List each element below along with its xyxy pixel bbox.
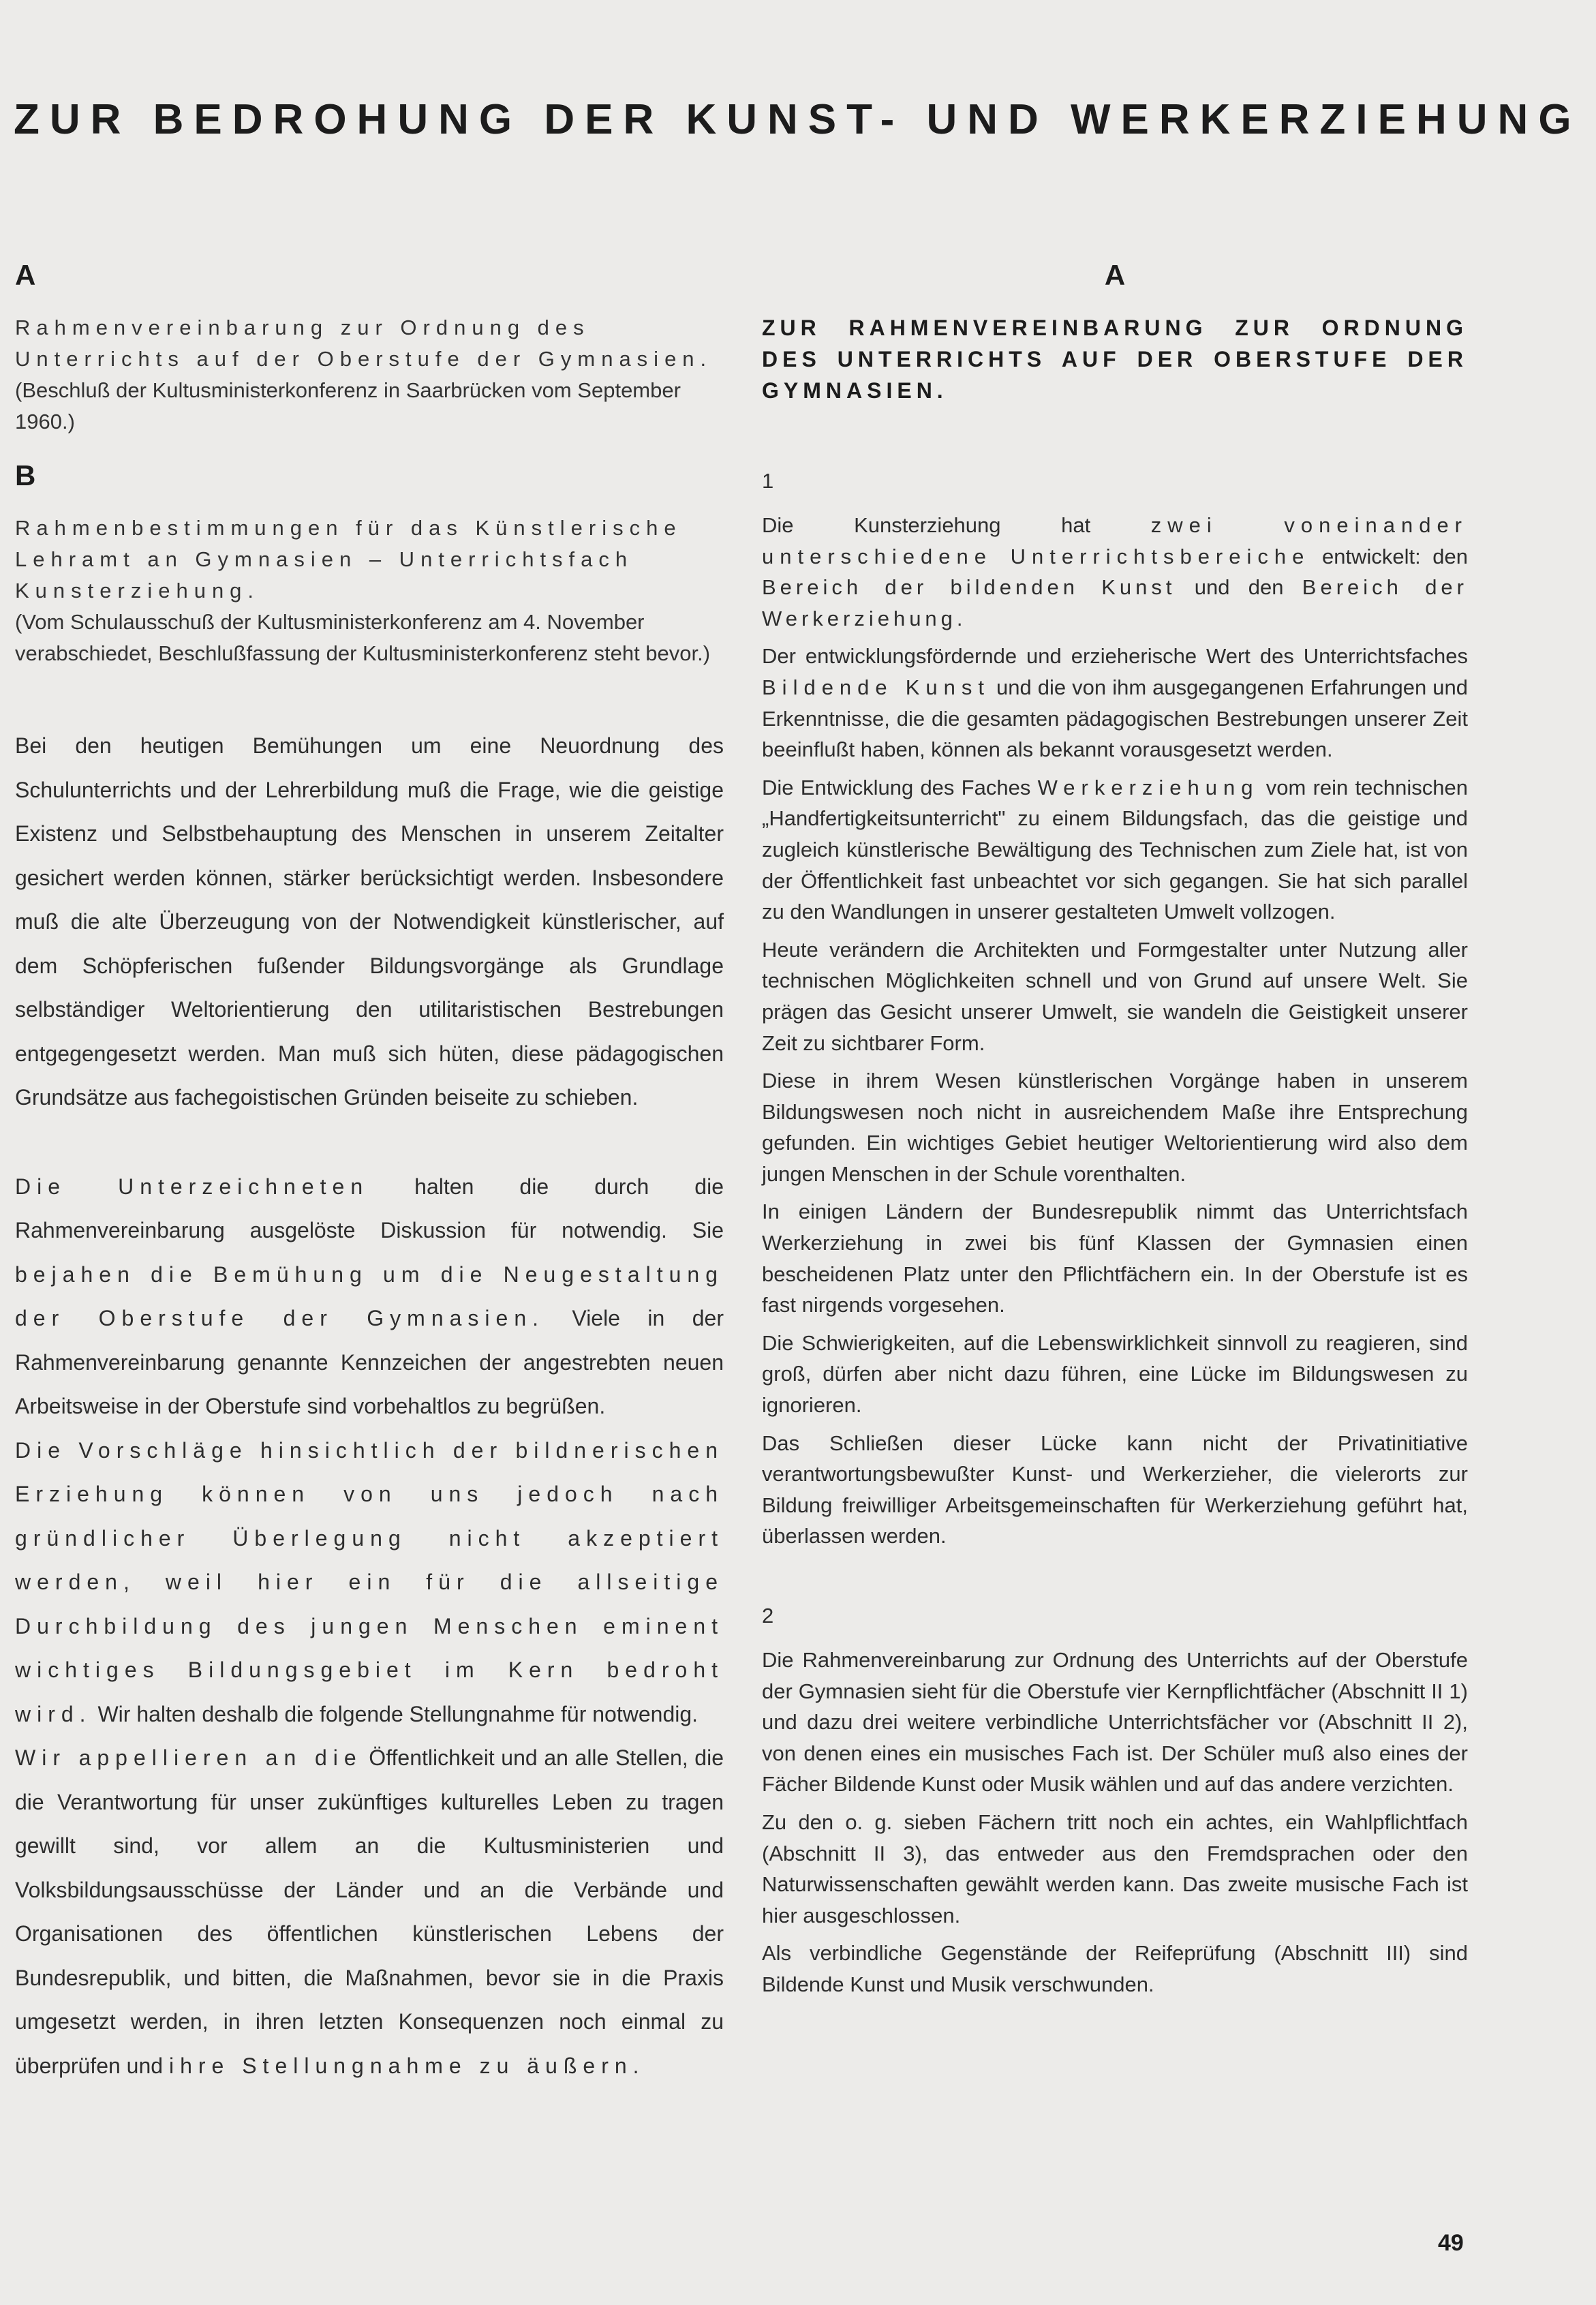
- page-title: ZUR BEDROHUNG DER KUNST- UND WERKERZIEHUNG: [14, 96, 1582, 143]
- paragraph-signatories: [15, 1165, 724, 1429]
- paragraph-two-areas: [762, 510, 1468, 634]
- two-areas-emphasis: zwei voneinander unterschiedene Unterrichtsbereiche: [762, 513, 1469, 568]
- section-a-note: (Beschluß der Kultusministerkonferenz in Saarbrücken vom September 1960.): [15, 378, 681, 433]
- craft-subject-emphasis: Werkerziehung: [1037, 775, 1259, 799]
- paragraph-states: In einigen Ländern der Bundesrepublik nimmt das Unterrichtsfach Werkerziehung in zwei bis fünf Klassen der Gymnasien einen bescheidenen Platz unter den Pflichtfächern ein. In der Oberstufe ist es fast nirgends vorgesehen.: [762, 1200, 1468, 1317]
- paragraph-gap: Das Schließen dieser Lücke kann nicht der Privatinitiative verantwortungsbewußter Kunst- und Werkerzieher, die vielerorts zur Bildung freiwilliger Arbeitsgemeinschaften für Werkerziehung geführt hat, überlassen werden.: [762, 1431, 1468, 1548]
- appeal-emphasis: Wir appellieren an die: [15, 1745, 363, 1770]
- signatories-text-end: Viele in der Rahmenvereinbarung genannte Kennzeichen der angestrebten neuen Arbeitsweise in der Oberstufe sind vorbehaltlos zu begrüßen.: [15, 1306, 724, 1418]
- paragraph-craft-development: [762, 772, 1468, 928]
- craft-area-emphasis: Bereich der Werkerziehung.: [762, 575, 1468, 630]
- paragraph-appeal: [15, 1736, 724, 2088]
- signatories-emphasis: Die Unterzeichneten: [15, 1174, 369, 1199]
- section-b-note: (Vom Schulausschuß der Kultusministerkonferenz am 4. November verabschiedet, Beschlußfassung der Kultusministerkonferenz steht bevor.): [15, 610, 711, 665]
- proposals-text: Wir halten deshalb die folgende Stellungnahme für notwendig.: [91, 1701, 699, 1726]
- art-value-text-2: und die von ihm ausgegangenen Erfahrungen und Erkenntnisse, die die gesamten pädagogischen Bestrebungen unserer Zeit beeinflußt haben, können als bekannt vorausgesetzt werden.: [762, 675, 1468, 762]
- section-number-1: 1: [762, 469, 774, 493]
- paragraph-core-subjects: Die Rahmenvereinbarung zur Ordnung des Unterrichts auf der Oberstufe der Gymnasien sieht für die Oberstufe vier Kernpflichtfächer (Abschnitt II 1) und dazu drei weitere verbindliche Unterrichtsfächer vor (Abschnitt II 2), von denen eines ein musisches Fach ist. Der Schüler muß also eines der Fächer Bildende Kunst oder Musik wählen und auf das andere verzichten.: [762, 1648, 1468, 1797]
- craft-development-text-2: vom rein technischen „Handfertigkeitsunterricht" zu einem Bildungsfach, das die geistige und zugleich künstlerische Bewältigung des Technischen zum Ziele hat, ist von der Öffentlichkeit fast unbeachtet vor sich gegangen. Sie hat sich parallel zu den Wandlungen in unserer gestalteten Umwelt vollzogen.: [762, 775, 1468, 924]
- section-b-text: Rahmenbestimmungen für das Künstlerische Lehramt an Gymnasien – Unterrichtsfach Kunsterziehung.: [15, 516, 682, 602]
- paragraph-intro: Bei den heutigen Bemühungen um eine Neuordnung des Schulunterrichts und der Lehrerbildung muß die Frage, wie die geistige Existenz und Selbstbehauptung des Menschen in unserem Zeitalter gesichert werden können, stärker berücksichtigt werden. Insbesondere muß die alte Überzeugung von der Notwendigkeit künstlerischer, auf dem Schöpferischen fußender Bildungsvorgänge als Grundlage selbständiger Weltorientierung den utilitaristischen Bestrebungen entgegengesetzt werden. Man muß sich hüten, diese pädagogischen Grundsätze aus fachegoistischen Gründen beiseite zu schieben.: [15, 733, 724, 1110]
- paragraph-difficulties: Die Schwierigkeiten, auf die Lebenswirklichkeit sinnvoll zu reagieren, sind groß, dürfen aber nicht dazu führen, eine Lücke im Bildungswesen zu ignorieren.: [762, 1330, 1468, 1418]
- appeal-text: Öffentlichkeit und an alle Stellen, die die Verantwortung für unser zukünftiges kulturelles Leben zu tragen gewillt sind, vor allem an die Kultusministerien und Volksbildungsausschüsse der Länder und an die Verbände und Organisationen des öffentlichen künstlerischen Lebens der Bundesrepublik, und bitten, die Maßnahmen, bevor sie in die Praxis umgesetzt werden, in ihren letzten Konsequenzen noch einmal zu überprüfen und: [15, 1745, 724, 2078]
- paragraph-art-value: [762, 641, 1468, 765]
- section-a-text: Rahmenvereinbarung zur Ordnung des Unterrichts auf der Oberstufe der Gymnasien.: [15, 316, 713, 371]
- art-subject-emphasis: Bildende Kunst: [762, 675, 990, 699]
- paragraph-architects: Heute verändern die Architekten und Formgestalter unter Nutzung aller technischen Möglichkeiten schnell und von Grund auf unsere Welt. Sie prägen das Gesicht unserer Umwelt, sie wandeln die Geistigkeit unserer Zeit zu sichtbarer Form.: [762, 937, 1468, 1055]
- two-areas-text-3: und den: [1176, 575, 1302, 600]
- art-area-emphasis: Bereich der bildenden Kunst: [762, 575, 1176, 600]
- right-section-heading: ZUR RAHMENVEREINBARUNG ZUR ORDNUNG DES UNTERRICHTS AUF DER OBERSTUFE DER GYMNASIEN.: [762, 316, 1468, 403]
- section-a-letter: A: [15, 259, 36, 291]
- art-value-text: Der entwicklungsfördernde und erzieherische Wert des Unterrichtsfaches: [762, 644, 1468, 669]
- paragraph-exam: Als verbindliche Gegenstände der Reifeprüfung (Abschnitt III) sind Bildende Kunst und Musik verschwunden.: [762, 1941, 1468, 1996]
- paragraph-artistic-processes: Diese in ihrem Wesen künstlerischen Vorgänge haben in unserem Bildungswesen noch nicht in ausreichendem Maße ihre Entsprechung gefunden. Ein wichtiges Gebiet heutiger Weltorientierung wird also dem jungen Menschen in der Schule vorenthalten.: [762, 1069, 1468, 1186]
- page-number: 49: [1438, 2230, 1464, 2256]
- two-areas-text: Die Kunsterziehung hat: [762, 513, 1151, 537]
- section-number-2: 2: [762, 1604, 774, 1628]
- right-section-a-letter: A: [1104, 259, 1126, 291]
- left-column: [15, 259, 724, 2088]
- two-areas-text-2: entwickelt: den: [1310, 544, 1469, 568]
- appeal-emphasis-end: ihre Stellungnahme zu äußern.: [168, 2053, 645, 2078]
- right-column: [762, 259, 1468, 2000]
- signatories-text: halten die durch die Rahmenvereinbarung ausgelöste Diskussion für notwendig. Sie: [15, 1174, 724, 1242]
- proposals-emphasis: Die Vorschläge hinsichtlich der bildnerischen Erziehung können von uns jedoch nach gründlicher Überlegung nicht akzeptiert werden, weil hier ein für die allseitige Durchbildung des jungen Menschen eminent wichtiges Bildungsgebiet im Kern bedroht wird.: [15, 1437, 724, 1726]
- section-b-letter: B: [15, 459, 36, 491]
- paragraph-elective: Zu den o. g. sieben Fächern tritt noch ein achtes, ein Wahlpflichtfach (Abschnitt II 3), das entweder aus den Fremdsprachen oder den Naturwissenschaften gewählt werden kann. Das zweite musische Fach ist hier ausgeschlossen.: [762, 1810, 1468, 1927]
- paragraph-proposals: [15, 1429, 724, 1737]
- craft-development-text: Die Entwicklung des Faches: [762, 775, 1038, 799]
- affirm-emphasis: bejahen die Bemühung um die Neugestaltung der Oberstufe der Gymnasien.: [15, 1262, 724, 1330]
